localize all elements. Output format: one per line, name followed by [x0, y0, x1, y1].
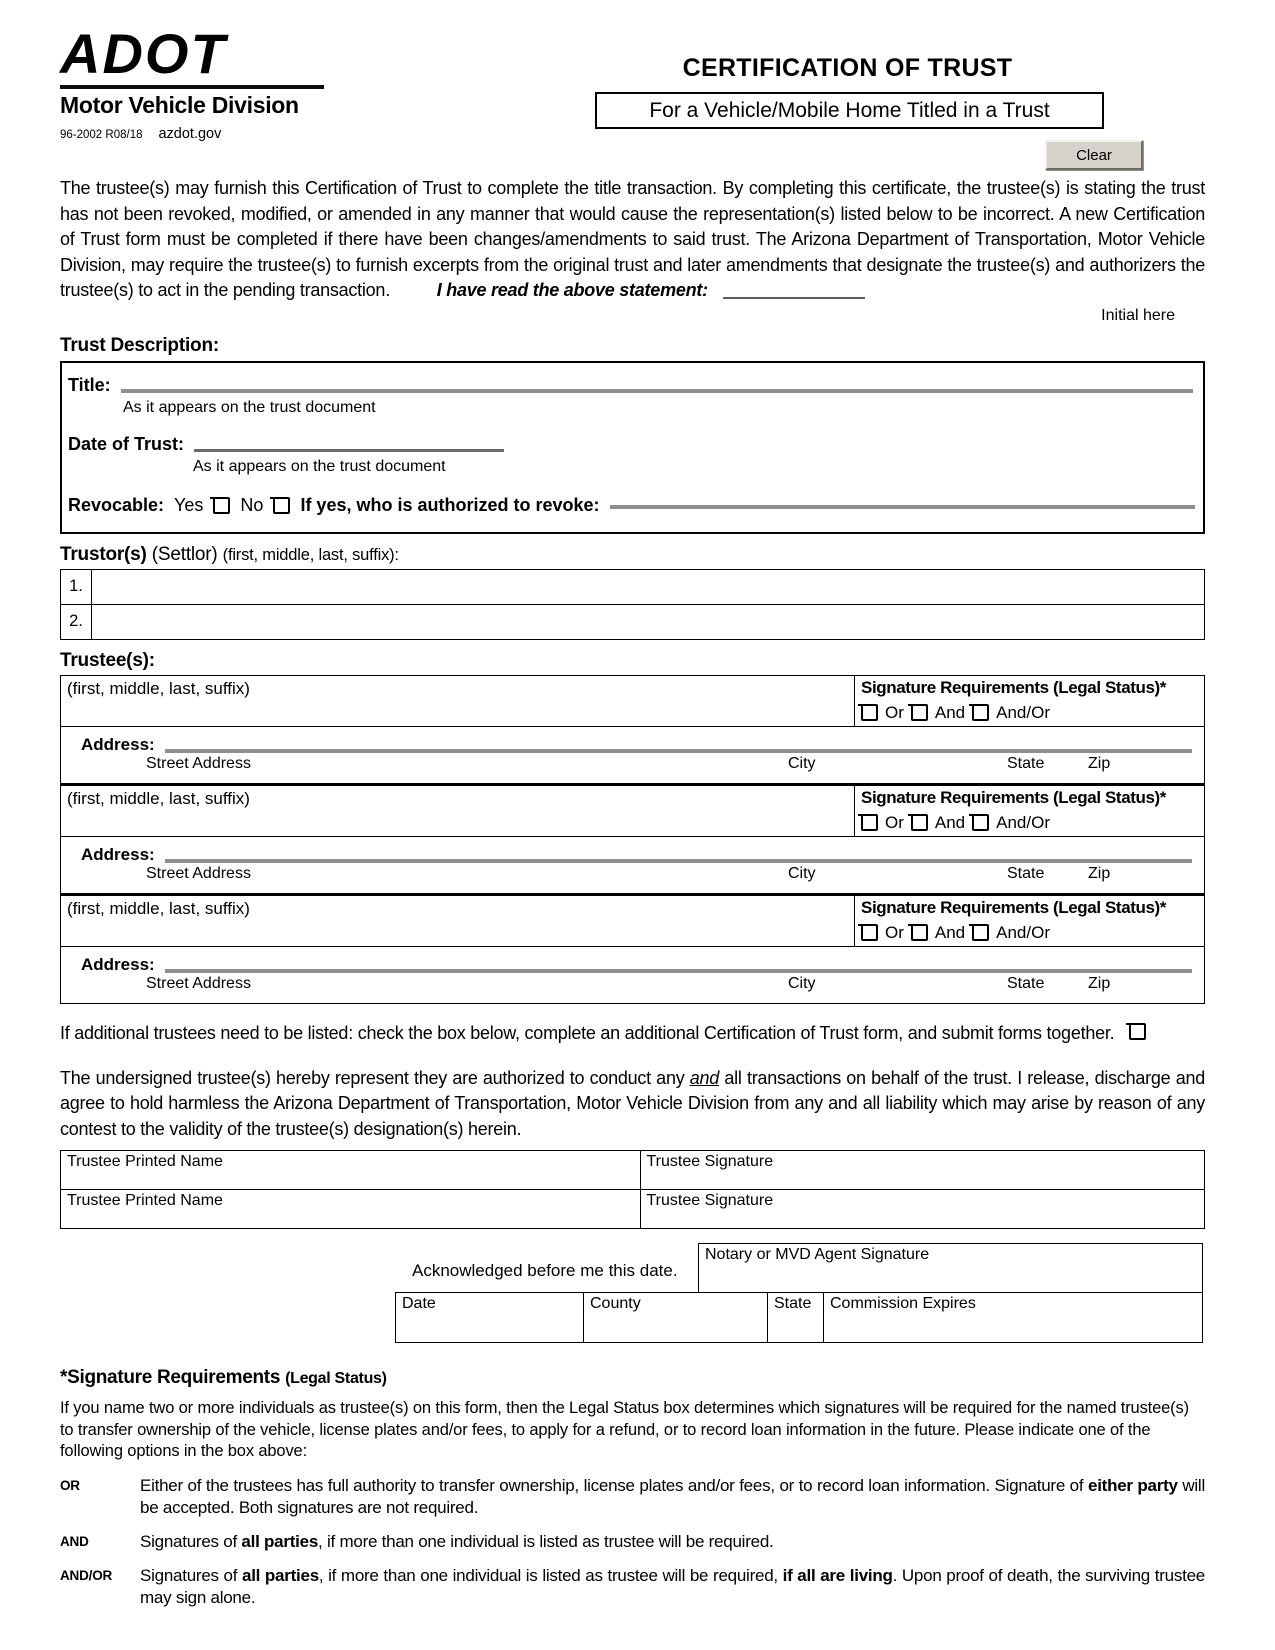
- and-checkbox[interactable]: [911, 704, 928, 721]
- and-text-1: Signatures of: [140, 1531, 242, 1551]
- address-line: [81, 845, 1194, 865]
- signature-row-1: [61, 1151, 1204, 1189]
- notary-section: [60, 1229, 1205, 1349]
- andor-definition: [140, 1565, 1205, 1609]
- or-bold-1: either party: [1088, 1475, 1178, 1495]
- andor-text-2: , if more than one individual is listed as trustee will be required,: [318, 1565, 783, 1585]
- trustor-row-number: 2.: [61, 605, 92, 639]
- form-number: 96-2002 R08/18: [60, 129, 143, 141]
- notary-state-field[interactable]: State: [768, 1293, 824, 1342]
- footnote-heading-main: *Signature Requirements: [60, 1367, 286, 1388]
- additional-trustees-paragraph: [60, 1020, 1205, 1046]
- and-label: And: [934, 812, 966, 832]
- andor-label: And/Or: [996, 922, 1050, 942]
- address-sublabels: [81, 755, 1194, 776]
- notary-signature-field[interactable]: Notary or MVD Agent Signature: [698, 1243, 1203, 1293]
- city-label: City: [788, 864, 816, 882]
- acknowledged-text: Acknowledged before me this date.: [412, 1261, 678, 1280]
- title-caption: As it appears on the trust document: [123, 398, 376, 416]
- andor-term: AND/OR: [60, 1567, 113, 1583]
- title-row: [68, 375, 1195, 396]
- trustee-signature-field[interactable]: Trustee Signature: [646, 1153, 774, 1170]
- andor-bold-2: if all are living: [782, 1565, 893, 1585]
- address-line: [81, 735, 1194, 755]
- additional-trustees-checkbox[interactable]: [1129, 1023, 1146, 1040]
- date-field-line[interactable]: [194, 449, 504, 452]
- or-definition: [140, 1475, 1205, 1519]
- and-bold-1: all parties: [241, 1531, 319, 1551]
- notary-date-field[interactable]: Date: [396, 1293, 584, 1342]
- signature-requirements-label: Signature Requirements (Legal Status)*: [861, 897, 1167, 917]
- and-label: And: [934, 922, 966, 942]
- state-label: State: [1007, 864, 1045, 882]
- trustors-heading: [60, 544, 1205, 566]
- signature-requirements-label: Signature Requirements (Legal Status)*: [861, 787, 1167, 807]
- revoke-question-label: If yes, who is authorized to revoke:: [300, 494, 600, 515]
- adot-logo-text: ADOT: [60, 22, 227, 85]
- intro-paragraph: [60, 176, 1205, 304]
- or-label: Or: [885, 922, 904, 942]
- form-subtitle: For a Vehicle/Mobile Home Titled in a Trust: [649, 98, 1050, 122]
- revoke-field-line[interactable]: [610, 505, 1195, 509]
- trustee-address-row: [61, 726, 1204, 783]
- trustors-heading-settlor: (Settlor): [151, 543, 218, 565]
- street-address-label: Street Address: [146, 754, 251, 772]
- signature-table: [60, 1150, 1205, 1229]
- andor-label: And/Or: [996, 812, 1050, 832]
- signature-requirement-options: [861, 813, 1198, 833]
- trustee-block-1: [61, 676, 1204, 783]
- city-label: City: [788, 974, 816, 992]
- definition-or: [60, 1475, 1205, 1519]
- website-link: azdot.gov: [158, 126, 222, 142]
- footnote-intro: If you name two or more individuals as trustee(s) on this form, then the Legal Status box determines which signatures will be required for the named trustee(s) to transfer ownership of the vehicle, license plates and/or fees, to apply for a refund, or to record loan information in the future. Please indicate one of the following options in the box above:: [60, 1399, 1189, 1460]
- form-header: [60, 22, 1205, 170]
- clear-button[interactable]: Clear: [1045, 140, 1143, 170]
- date-of-trust-label: Date of Trust:: [68, 433, 185, 454]
- title-label: Title:: [68, 374, 111, 395]
- logo-underline: [60, 85, 324, 89]
- or-checkbox[interactable]: [861, 924, 878, 941]
- trustee-address-row: [61, 946, 1204, 1003]
- trustors-heading-bold: Trustor(s): [60, 543, 147, 565]
- or-text-1: Either of the trustees has full authority to transfer ownership, license plates and/or fees, or to record loan information. Signature of: [140, 1475, 1088, 1495]
- andor-checkbox[interactable]: [972, 704, 989, 721]
- notary-detail-row: [395, 1292, 1203, 1343]
- address-label: Address:: [81, 954, 155, 974]
- address-label: Address:: [81, 734, 155, 754]
- trustee-printed-name-field[interactable]: Trustee Printed Name: [61, 1190, 641, 1228]
- and-text-2: , if more than one individual is listed as trustee will be required.: [318, 1531, 774, 1551]
- zip-label: Zip: [1088, 974, 1111, 992]
- address-field-line[interactable]: [165, 969, 1192, 973]
- signature-requirements-cell: [854, 786, 1204, 836]
- logo-subtitle: Motor Vehicle Division: [60, 92, 299, 118]
- yes-label: Yes: [174, 494, 204, 515]
- trustee-name-field[interactable]: (first, middle, last, suffix): [67, 898, 250, 918]
- trustee-table: [60, 675, 1205, 1004]
- or-term: OR: [60, 1477, 80, 1493]
- representation-part2: all transactions on behalf of the trust. I release, discharge and agree to hold harmless the Arizona Department of Transportation, Motor Vehicle Division from any and all liability which may arise by reason of any contest to the validity of the trustee(s) designation(s) herein.: [60, 1067, 1205, 1139]
- trustee-name-field[interactable]: (first, middle, last, suffix): [67, 788, 250, 808]
- footnote-heading: [60, 1367, 1205, 1389]
- or-text-2: will be accepted. Both signatures are not required.: [140, 1475, 1205, 1517]
- andor-checkbox[interactable]: [972, 924, 989, 941]
- trustee-printed-name-field[interactable]: Trustee Printed Name: [61, 1151, 641, 1189]
- revocable-yes-checkbox[interactable]: [213, 497, 230, 514]
- state-label: State: [1007, 754, 1045, 772]
- zip-label: Zip: [1088, 754, 1111, 772]
- page-title: CERTIFICATION OF TRUST: [682, 54, 1013, 82]
- title-field-line[interactable]: [121, 389, 1193, 393]
- representation-part1: The undersigned trustee(s) hereby represent they are authorized to conduct any: [60, 1067, 690, 1088]
- trustor-row-number: 1.: [61, 570, 92, 604]
- trust-description-heading: Trust Description:: [60, 334, 219, 356]
- revocable-label: Revocable:: [68, 494, 165, 515]
- and-label: And: [934, 702, 966, 722]
- andor-text-1: Signatures of: [140, 1565, 242, 1585]
- trustor-row-2: [61, 604, 1204, 639]
- or-label: Or: [885, 702, 904, 722]
- address-line: [81, 955, 1194, 975]
- or-checkbox[interactable]: [861, 704, 878, 721]
- form-subtitle-box: [595, 92, 1104, 129]
- trustee-address-row: [61, 836, 1204, 893]
- address-sublabels: [81, 865, 1194, 886]
- and-term: AND: [60, 1533, 89, 1549]
- address-sublabels: [81, 975, 1194, 996]
- representation-paragraph: [60, 1066, 1205, 1143]
- notary-county-field[interactable]: County: [584, 1293, 768, 1342]
- andor-checkbox[interactable]: [972, 814, 989, 831]
- signature-requirements-cell: [854, 676, 1204, 726]
- zip-label: Zip: [1088, 864, 1111, 882]
- andor-text-3: . Upon proof of death, the surviving trustee may sign alone.: [140, 1565, 1205, 1607]
- definition-andor: [60, 1565, 1205, 1609]
- city-label: City: [788, 754, 816, 772]
- initial-here-caption: Initial here: [1101, 306, 1175, 324]
- or-label: Or: [885, 812, 904, 832]
- trustee-block-3: [61, 893, 1204, 1003]
- trustee-name-field[interactable]: (first, middle, last, suffix): [67, 678, 250, 698]
- initial-field-line[interactable]: [723, 297, 865, 299]
- trust-description-box: [60, 361, 1205, 534]
- address-label: Address:: [81, 844, 155, 864]
- trustee-block-2: [61, 783, 1204, 893]
- signature-requirement-options: [861, 703, 1198, 723]
- form-content: [60, 22, 1205, 1609]
- trustors-heading-hint: (first, middle, last, suffix):: [222, 545, 399, 564]
- signature-requirements-label: Signature Requirements (Legal Status)*: [861, 677, 1167, 697]
- trustor-row-1: [61, 570, 1204, 604]
- address-field-line[interactable]: [165, 749, 1192, 753]
- and-checkbox[interactable]: [911, 924, 928, 941]
- commission-expires-field[interactable]: Commission Expires: [830, 1294, 976, 1312]
- signature-requirement-options: [861, 923, 1198, 943]
- trustor-1-field[interactable]: [92, 570, 1204, 604]
- or-checkbox[interactable]: [861, 814, 878, 831]
- trustor-2-field[interactable]: [92, 605, 1204, 639]
- and-definition: [140, 1531, 1205, 1553]
- trustee-name-row: [61, 676, 1204, 726]
- trustee-name-row: [61, 896, 1204, 946]
- revocable-no-checkbox[interactable]: [273, 497, 290, 514]
- address-field-line[interactable]: [165, 859, 1192, 863]
- andor-label: And/Or: [996, 702, 1050, 722]
- street-address-label: Street Address: [146, 974, 251, 992]
- trustee-name-row: [61, 786, 1204, 836]
- state-label: State: [1007, 974, 1045, 992]
- date-caption: As it appears on the trust document: [193, 457, 446, 475]
- additional-trustees-text: If additional trustees need to be listed: check the box below, complete an additional Certification of Trust form, and submit forms together.: [60, 1022, 1115, 1043]
- footnote-heading-small: (Legal Status): [285, 1370, 387, 1387]
- trustor-table: [60, 569, 1205, 640]
- and-checkbox[interactable]: [911, 814, 928, 831]
- no-label: No: [240, 494, 264, 515]
- trustees-heading: Trustee(s):: [60, 649, 155, 671]
- definition-and: [60, 1531, 1205, 1553]
- date-of-trust-row: [68, 434, 1195, 455]
- signature-requirements-cell: [854, 896, 1204, 946]
- trustee-signature-field[interactable]: Trustee Signature: [646, 1192, 774, 1209]
- street-address-label: Street Address: [146, 864, 251, 882]
- intro-text: The trustee(s) may furnish this Certification of Trust to complete the title transaction. By completing this certificate, the trustee(s) is stating the trust has not been revoked, modified, or amended in any manner that would cause the representation(s) listed below to be incorrect. A new Certification of Trust form must be completed if there have been changes/amendments to said trust. The Arizona Department of Transportation, Motor Vehicle Division, may require the trustee(s) to furnish excerpts from the original trust and later amendments that designate the trustee(s) and authorizers the trustee(s) to act in the pending transaction.: [60, 178, 1205, 300]
- read-statement-label: I have read the above statement:: [436, 280, 708, 300]
- signature-row-2: [61, 1189, 1204, 1228]
- andor-bold-1: all parties: [241, 1565, 319, 1585]
- revocable-row: [68, 495, 1195, 516]
- and-emphasis: and: [689, 1067, 720, 1088]
